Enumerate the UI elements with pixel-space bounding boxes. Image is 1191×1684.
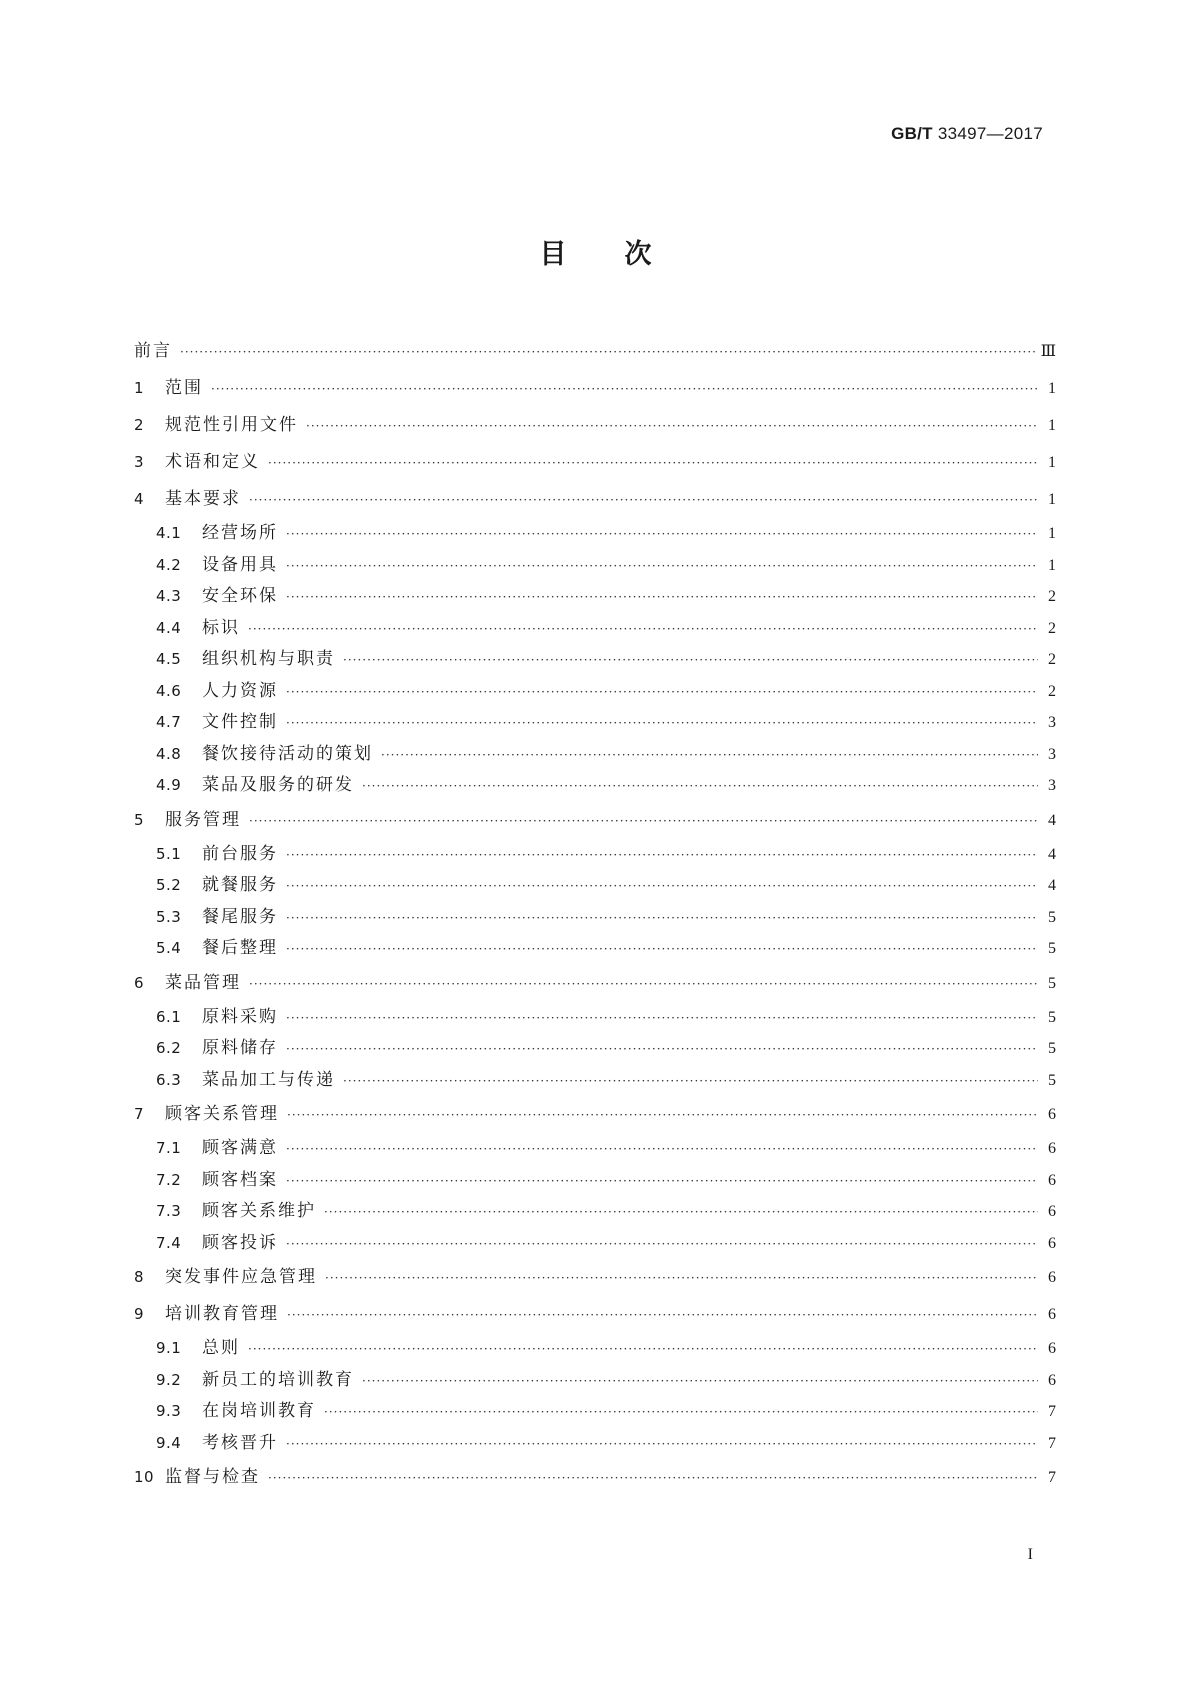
toc-dot-leader bbox=[286, 708, 1038, 740]
toc-entry-number: 6.3 bbox=[156, 1070, 182, 1089]
toc-entry[interactable] bbox=[134, 481, 1056, 518]
toc-entry[interactable] bbox=[134, 1428, 1056, 1460]
toc-entry[interactable] bbox=[134, 1459, 1056, 1496]
toc-entry-label: 前台服务 bbox=[202, 843, 278, 864]
toc-entry-page: 4 bbox=[1048, 845, 1056, 863]
toc-dot-leader bbox=[324, 1397, 1038, 1429]
toc-entry[interactable] bbox=[134, 839, 1056, 871]
toc-entry-label: 菜品及服务的研发 bbox=[202, 775, 354, 795]
toc-entry-number: 6 bbox=[134, 973, 145, 992]
toc-entry-page: 5 bbox=[1048, 974, 1056, 992]
toc-entry-number: 4.1 bbox=[156, 524, 182, 542]
toc-entry-page: 1 bbox=[1048, 491, 1056, 508]
toc-entry[interactable] bbox=[134, 1065, 1056, 1097]
toc-entry-label: 菜品加工与传递 bbox=[202, 1069, 335, 1090]
toc-entry-label: 餐饮接待活动的策划 bbox=[202, 743, 373, 764]
toc-entry[interactable] bbox=[134, 1259, 1056, 1296]
toc-dot-leader bbox=[362, 771, 1038, 803]
toc-entry[interactable] bbox=[134, 370, 1056, 407]
toc-entry-number: 4.5 bbox=[156, 650, 182, 668]
toc-entry-number: 4.8 bbox=[156, 744, 182, 763]
toc-entry-page: 7 bbox=[1048, 1403, 1056, 1420]
toc-dot-leader bbox=[286, 1229, 1038, 1261]
toc-entry-label: 规范性引用文件 bbox=[165, 415, 298, 435]
toc-entry-page: 6 bbox=[1048, 1234, 1056, 1252]
toc-entry-number: 2 bbox=[134, 416, 145, 434]
toc-entry[interactable] bbox=[134, 407, 1056, 444]
toc-entry[interactable] bbox=[134, 550, 1056, 582]
toc-dot-leader bbox=[248, 614, 1038, 646]
toc-entry-page: 6 bbox=[1048, 1140, 1056, 1157]
toc-entry-label: 设备用具 bbox=[202, 554, 278, 575]
toc-entry-number: 4.4 bbox=[156, 618, 182, 637]
toc-entry-label: 菜品管理 bbox=[165, 972, 241, 993]
toc-entry-page: 2 bbox=[1048, 651, 1056, 668]
toc-entry-page: 1 bbox=[1048, 525, 1056, 542]
toc-entry-label: 基本要求 bbox=[165, 489, 241, 509]
toc-entry-number: 8 bbox=[134, 1268, 145, 1286]
standard-prefix: GB/T bbox=[891, 124, 933, 143]
toc-entry-number: 1 bbox=[134, 379, 145, 397]
toc-entry[interactable] bbox=[134, 1096, 1056, 1133]
toc-dot-leader bbox=[343, 1066, 1038, 1098]
toc-dot-leader bbox=[268, 1460, 1038, 1497]
title-char-1: 目 bbox=[539, 239, 567, 270]
toc-entry-number: 4.9 bbox=[156, 776, 182, 794]
toc-entry[interactable] bbox=[134, 1228, 1056, 1260]
toc-entry[interactable] bbox=[134, 676, 1056, 708]
toc-entry-page: 1 bbox=[1048, 556, 1056, 574]
toc-dot-leader bbox=[268, 445, 1038, 482]
toc-entry[interactable] bbox=[134, 444, 1056, 481]
toc-entry-label: 经营场所 bbox=[202, 523, 278, 543]
toc-entry-page: 6 bbox=[1048, 1106, 1056, 1123]
toc-entry[interactable] bbox=[134, 581, 1056, 613]
toc-entry-number: 9 bbox=[134, 1305, 145, 1323]
toc-dot-leader bbox=[249, 482, 1038, 519]
toc-dot-leader bbox=[180, 334, 1035, 371]
toc-entry[interactable] bbox=[134, 644, 1056, 676]
toc-entry-number: 5.2 bbox=[156, 876, 182, 894]
toc-dot-leader bbox=[287, 1097, 1038, 1134]
toc-entry-page: 3 bbox=[1048, 777, 1056, 794]
toc-entry-page: 5 bbox=[1048, 940, 1056, 957]
toc-entry-label: 总则 bbox=[202, 1338, 240, 1358]
toc-dot-leader bbox=[249, 966, 1038, 1003]
toc-entry[interactable] bbox=[134, 518, 1056, 550]
toc-entry-page: 2 bbox=[1048, 619, 1056, 637]
toc-entry[interactable] bbox=[134, 802, 1056, 839]
toc-entry[interactable] bbox=[134, 1165, 1056, 1197]
toc-entry-page: 3 bbox=[1048, 714, 1056, 731]
toc-dot-leader bbox=[306, 408, 1038, 445]
toc-entry-label: 监督与检查 bbox=[165, 1467, 260, 1487]
toc-entry-page: 5 bbox=[1048, 1008, 1056, 1026]
toc-entry[interactable] bbox=[134, 870, 1056, 902]
toc-entry-page: 1 bbox=[1048, 380, 1056, 397]
toc-entry-number: 10 bbox=[134, 1468, 155, 1486]
toc-entry-number: 5.3 bbox=[156, 907, 182, 926]
toc-entry[interactable] bbox=[134, 1396, 1056, 1428]
toc-entry-label: 顾客投诉 bbox=[202, 1232, 278, 1253]
standard-code bbox=[891, 124, 1043, 144]
toc-entry[interactable] bbox=[134, 1133, 1056, 1165]
toc-dot-leader bbox=[325, 1260, 1038, 1297]
toc-dot-leader bbox=[286, 1166, 1038, 1198]
toc-dot-leader bbox=[286, 871, 1038, 903]
toc-dot-leader bbox=[286, 677, 1038, 709]
toc-entry-number: 9.3 bbox=[156, 1402, 182, 1420]
toc-entry-label: 范围 bbox=[165, 378, 203, 398]
toc-dot-leader bbox=[286, 1134, 1038, 1166]
toc-entry[interactable] bbox=[134, 1365, 1056, 1397]
toc-entry-number: 4.6 bbox=[156, 681, 182, 700]
standard-number: 33497—2017 bbox=[937, 124, 1043, 143]
toc-entry[interactable] bbox=[134, 933, 1056, 965]
toc-entry-label: 组织机构与职责 bbox=[202, 649, 335, 669]
toc-entry-page: 5 bbox=[1048, 1040, 1056, 1057]
toc-dot-leader bbox=[381, 740, 1038, 772]
toc-entry-label: 顾客关系维护 bbox=[202, 1201, 316, 1221]
toc-entry[interactable] bbox=[134, 613, 1056, 645]
toc-dot-leader bbox=[286, 1034, 1038, 1066]
toc-entry-number: 4 bbox=[134, 490, 145, 508]
toc-entry-number: 6.1 bbox=[156, 1007, 182, 1026]
page-title bbox=[0, 232, 1191, 271]
toc-dot-leader bbox=[286, 582, 1038, 614]
toc-dot-leader bbox=[286, 1429, 1038, 1461]
toc-entry-label: 前言 bbox=[134, 341, 172, 361]
toc-entry[interactable] bbox=[134, 965, 1056, 1002]
toc-entry-number: 4.7 bbox=[156, 713, 182, 731]
toc-dot-leader bbox=[249, 803, 1038, 840]
toc-entry-label: 在岗培训教育 bbox=[202, 1401, 316, 1421]
toc-dot-leader bbox=[286, 840, 1038, 872]
toc-dot-leader bbox=[286, 551, 1038, 583]
toc-entry-number: 7 bbox=[134, 1105, 145, 1123]
toc-entry-label: 顾客关系管理 bbox=[165, 1104, 279, 1124]
title-char-2: 次 bbox=[624, 239, 652, 270]
toc-entry-page: 7 bbox=[1048, 1434, 1056, 1452]
toc-entry-label: 培训教育管理 bbox=[165, 1304, 279, 1324]
toc-dot-leader bbox=[248, 1334, 1038, 1366]
toc-entry-number: 9.2 bbox=[156, 1370, 182, 1389]
toc-entry[interactable] bbox=[134, 1333, 1056, 1365]
toc-entry[interactable] bbox=[134, 333, 1056, 370]
toc-entry-number: 3 bbox=[134, 453, 145, 471]
toc-entry-label: 考核晋升 bbox=[202, 1432, 278, 1453]
toc-entry[interactable] bbox=[134, 1033, 1056, 1065]
toc-entry[interactable] bbox=[134, 770, 1056, 802]
toc-entry[interactable] bbox=[134, 902, 1056, 934]
toc-entry-page: 1 bbox=[1048, 454, 1056, 471]
toc-entry[interactable] bbox=[134, 1002, 1056, 1034]
table-of-contents bbox=[134, 333, 1056, 1496]
toc-entry-page: 5 bbox=[1048, 1071, 1056, 1089]
toc-entry-label: 突发事件应急管理 bbox=[165, 1267, 317, 1287]
toc-dot-leader bbox=[343, 645, 1038, 677]
toc-entry-label: 原料储存 bbox=[202, 1038, 278, 1058]
toc-entry-page: 6 bbox=[1048, 1306, 1056, 1323]
toc-entry-label: 餐后整理 bbox=[202, 938, 278, 958]
toc-entry-number: 4.2 bbox=[156, 555, 182, 574]
toc-entry-number: 6.2 bbox=[156, 1039, 182, 1057]
footer-page-number: I bbox=[1027, 1546, 1033, 1563]
toc-entry-label: 新员工的培训教育 bbox=[202, 1369, 354, 1390]
toc-entry-page: 4 bbox=[1048, 811, 1056, 829]
toc-entry-page: 3 bbox=[1048, 745, 1056, 763]
toc-dot-leader bbox=[286, 903, 1038, 935]
toc-entry[interactable] bbox=[134, 1296, 1056, 1333]
toc-entry-label: 术语和定义 bbox=[165, 452, 260, 472]
toc-entry-page: 1 bbox=[1048, 417, 1056, 434]
toc-dot-leader bbox=[362, 1366, 1038, 1398]
toc-entry-page: 2 bbox=[1048, 588, 1056, 605]
toc-entry-label: 餐尾服务 bbox=[202, 906, 278, 927]
toc-entry-page: 6 bbox=[1048, 1371, 1056, 1389]
toc-entry-number: 9.1 bbox=[156, 1339, 182, 1357]
toc-entry-number: 9.4 bbox=[156, 1433, 182, 1452]
toc-entry-label: 文件控制 bbox=[202, 712, 278, 732]
toc-entry-page: 6 bbox=[1048, 1340, 1056, 1357]
toc-dot-leader bbox=[286, 934, 1038, 966]
toc-entry-label: 顾客档案 bbox=[202, 1169, 278, 1190]
toc-entry-number: 4.3 bbox=[156, 587, 182, 605]
toc-dot-leader bbox=[286, 519, 1038, 551]
toc-entry[interactable] bbox=[134, 707, 1056, 739]
toc-entry-page: 4 bbox=[1048, 877, 1056, 894]
toc-entry-page: 6 bbox=[1048, 1203, 1056, 1220]
toc-entry-page: Ⅲ bbox=[1040, 343, 1056, 360]
toc-entry-number: 7.3 bbox=[156, 1202, 182, 1220]
toc-entry-label: 安全环保 bbox=[202, 586, 278, 606]
toc-entry-label: 就餐服务 bbox=[202, 875, 278, 895]
toc-entry-number: 5.4 bbox=[156, 939, 182, 957]
toc-entry-label: 顾客满意 bbox=[202, 1138, 278, 1158]
toc-entry[interactable] bbox=[134, 1196, 1056, 1228]
toc-dot-leader bbox=[324, 1197, 1038, 1229]
toc-entry-page: 6 bbox=[1048, 1171, 1056, 1189]
toc-entry-page: 7 bbox=[1048, 1469, 1056, 1486]
toc-dot-leader bbox=[286, 1003, 1038, 1035]
toc-entry-label: 标识 bbox=[202, 617, 240, 638]
toc-dot-leader bbox=[287, 1297, 1038, 1334]
toc-entry-label: 服务管理 bbox=[165, 809, 241, 830]
toc-entry-number: 7.2 bbox=[156, 1170, 182, 1189]
toc-entry-page: 5 bbox=[1048, 908, 1056, 926]
toc-entry-number: 5.1 bbox=[156, 844, 182, 863]
toc-entry-page: 6 bbox=[1048, 1269, 1056, 1286]
toc-dot-leader bbox=[211, 371, 1038, 408]
toc-entry-label: 人力资源 bbox=[202, 680, 278, 701]
toc-entry-page: 2 bbox=[1048, 682, 1056, 700]
toc-entry-label: 原料采购 bbox=[202, 1006, 278, 1027]
toc-entry[interactable] bbox=[134, 739, 1056, 771]
toc-entry-number: 7.1 bbox=[156, 1139, 182, 1157]
toc-entry-number: 5 bbox=[134, 810, 145, 829]
toc-entry-number: 7.4 bbox=[156, 1233, 182, 1252]
